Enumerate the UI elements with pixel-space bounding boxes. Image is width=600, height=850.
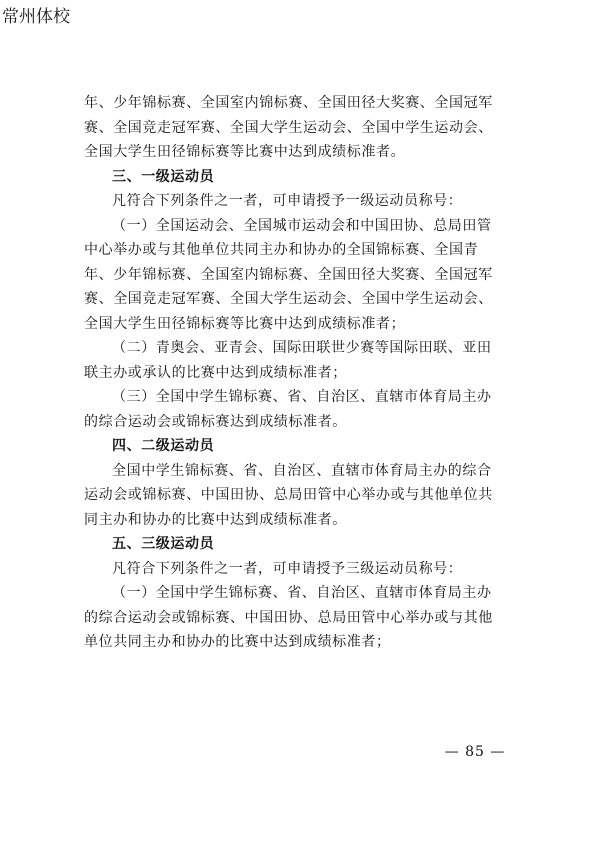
text-line: 运动会或锦标赛、中国田协、总局田管中心举办或与其他单位共	[84, 487, 493, 503]
text-line: 联主办或承认的比赛中达到成绩标准者；	[84, 364, 347, 381]
section-heading: 四、二级运动员	[112, 438, 215, 454]
text-line: 赛、全国竞走冠军赛、全国大学生运动会、全国中学生运动会、	[84, 291, 493, 307]
watermark-label: 常州体校	[2, 7, 70, 27]
text-line: 同主办和协办的比赛中达到成绩标准者。	[84, 511, 347, 528]
text-line: 单位共同主办和协办的比赛中达到成绩标准者；	[84, 634, 391, 650]
text-line: 凡符合下列条件之一者，可申请授予一级运动员称号：	[112, 193, 463, 209]
text-line: 全国大学生田径锦标赛等比赛中达到成绩标准者。	[84, 144, 406, 160]
text-line: （三）全国中学生锦标赛、省、自治区、直辖市体育局主办	[112, 389, 492, 405]
text-line: 中心举办或与其他单位共同主办和协办的全国锦标赛、全国青	[84, 242, 479, 258]
text-line: （一）全国运动会、全国城市运动会和中国田协、总局田管	[112, 217, 492, 234]
text-line: （二）青奥会、亚青会、国际田联世少赛等国际田联、亚田	[112, 340, 492, 356]
text-line: 年、少年锦标赛、全国室内锦标赛、全国田径大奖赛、全国冠军	[84, 95, 493, 111]
section-heading: 三、一级运动员	[112, 168, 215, 185]
text-line: 赛、全国竞走冠军赛、全国大学生运动会、全国中学生运动会、	[84, 119, 493, 136]
text-line: 全国中学生锦标赛、省、自治区、直辖市体育局主办的综合	[112, 462, 492, 479]
text-line: 的综合运动会或锦标赛达到成绩标准者。	[84, 413, 347, 430]
section-heading: 五、三级运动员	[112, 536, 215, 552]
page-number: — 85 —	[444, 744, 506, 760]
text-line: （一）全国中学生锦标赛、省、自治区、直辖市体育局主办	[112, 585, 492, 601]
text-line: 的综合运动会或锦标赛、中国田协、总局田管中心举办或与其他	[84, 609, 493, 626]
text-line: 全国大学生田径锦标赛等比赛中达到成绩标准者；	[84, 315, 406, 332]
document-body	[84, 91, 530, 655]
text-line: 年、少年锦标赛、全国室内锦标赛、全国田径大奖赛、全国冠军	[84, 266, 493, 283]
text-line: 凡符合下列条件之一者，可申请授予三级运动员称号：	[112, 560, 463, 577]
